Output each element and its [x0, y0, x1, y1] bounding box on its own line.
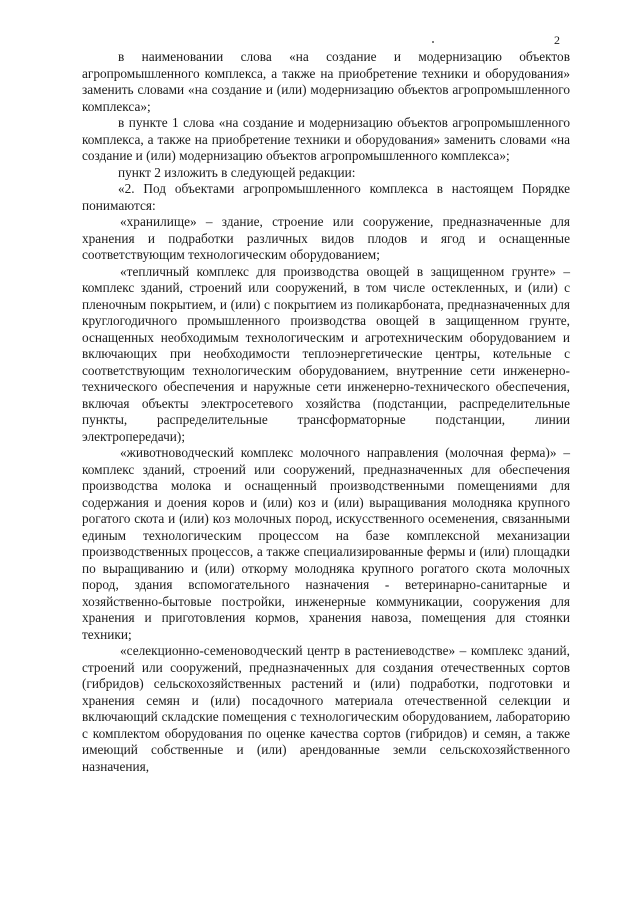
paragraph-rename-title: в наименовании слова «на создание и модернизацию объектов агропромышленного комплекса, а также на приобретение техники и оборудования» заменить словами «на создание и (или) модернизацию объектов агропромышленного комплекса»; [82, 49, 570, 114]
paragraph-point-1: в пункте 1 слова «на создание и модернизацию объектов агропромышленного комплекса, а также на приобретение техники и оборудования» заменить словами «на создание и (или) модернизацию объектов агропромышленного комплекса»; [82, 115, 570, 163]
paragraph-greenhouse-definition: «тепличный комплекс для производства овощей в защищенном грунте» – комплекс зданий, строений или сооружений, в том числе остекленных, и (или) с пленочным покрытием, и (или) с покрытием из поликарбоната, предназначенных для круглогодичного промышленного производства овощей в защищенном грунте, оснащенных необходимым технологическим и агротехническим оборудованием и включающих при необходимости теплоэнергетические центры, котельные с соответствующим технологическим оборудованием, внутренние сети инженерно-технического обеспечения и наружные сети инженерно-технического обеспечения, включая объекты электросетевого хозяйства (подстанции, распределительные пункты, распределительные трансформаторные подстанции, линии электропередачи); [82, 263, 570, 444]
paragraph-storage-definition: «хранилище» – здание, строение или сооружение, предназначенные для хранения и подработки различных видов плодов и ягод и оснащенные соответствующим технологическим оборудованием; [82, 214, 570, 262]
document-body [82, 49, 570, 775]
paragraph-breeding-center-definition: «селекционно-семеноводческий центр в растениеводстве» – комплекс зданий, строений или сооружений, предназначенных для создания отечественных сортов (гибридов) сельскохозяйственных растений и (или) подработки, подготовки и хранения семян и (или) посадочного материала отечественной селекции и включающий складские помещения с технологическим оборудованием, лабораторию с комплектом оборудования по оценке качества сортов (гибридов) и семян, а также имеющий собственные и (или) арендованные земли сельскохозяйственного назначения, [82, 643, 570, 774]
paragraph-definitions-intro: «2. Под объектами агропромышленного комплекса в настоящем Порядке понимаются: [82, 181, 570, 213]
scan-speck [432, 41, 434, 43]
page-number: 2 [554, 33, 560, 47]
paragraph-dairy-definition: «животноводческий комплекс молочного направления (молочная ферма)» – комплекс зданий, строений или сооружений, предназначенных для обеспечения производства молока и оснащенный производственными помещениями для содержания и доения коров и (или) коз и (или) выращивания молодняка крупного рогатого скота и (или) коз молочных пород, искусственного осеменения, связанными единым технологическим процессом на базе комплексной механизации производственных процессов, а также специализированные фермы и (или) площадки по выращиванию и (или) откорму молодняка крупного рогатого скота молочных пород, здания вспомогательного назначения - ветеринарно-санитарные и хозяйственно-бытовые постройки, инженерные коммуникации, сооружения для хранения и приготовления кормов, хранения навоза, помещения для стоянки техники; [82, 445, 570, 642]
paragraph-point-2-intro: пункт 2 изложить в следующей редакции: [118, 164, 356, 180]
